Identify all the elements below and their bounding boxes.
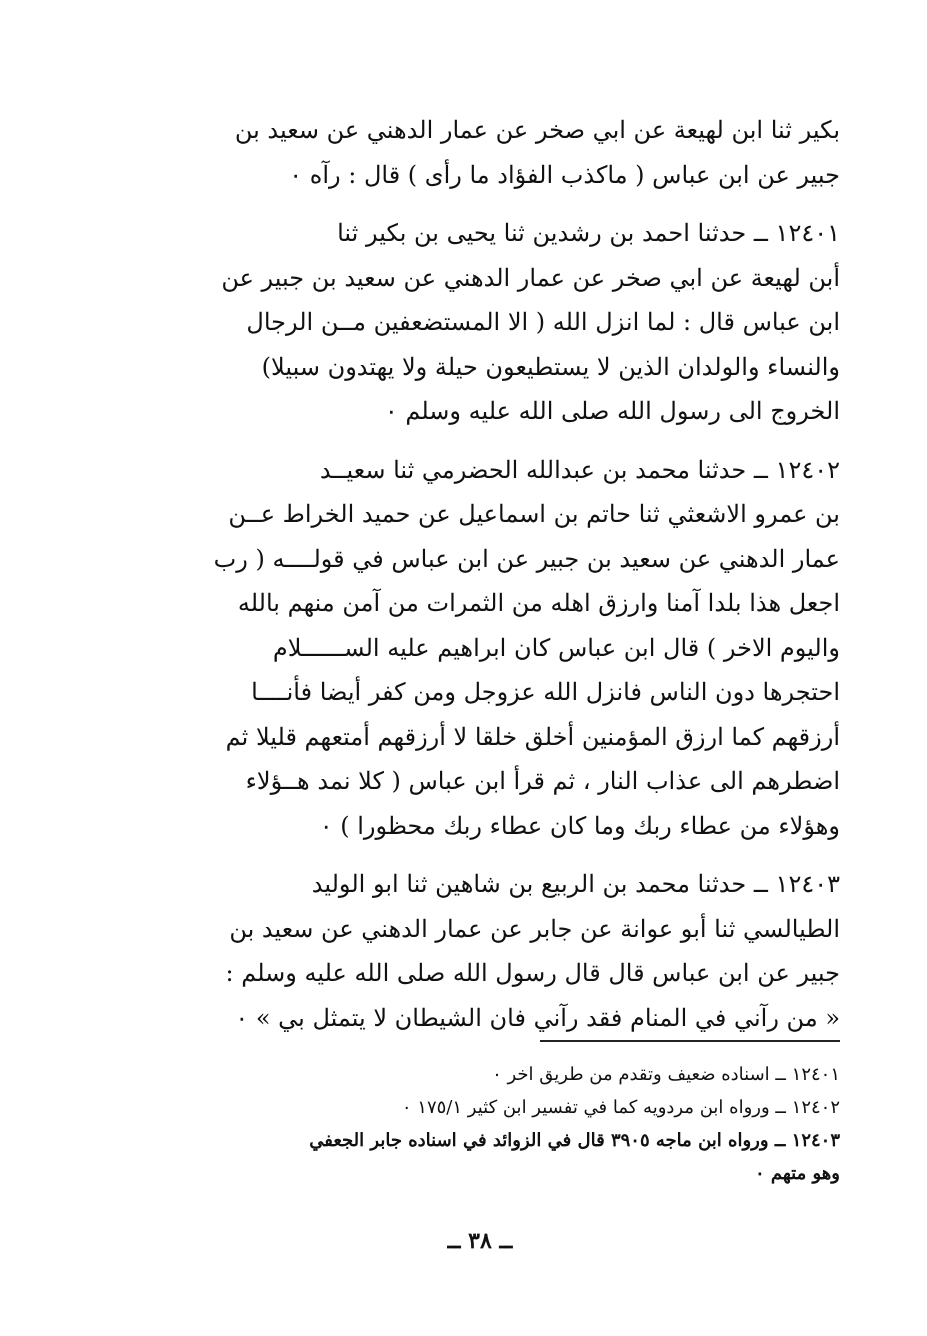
text-line: عمار الدهني عن سعيد بن جبير عن ابن عباس في قولــــه ( رب xyxy=(213,544,840,573)
text-line: بن عمرو الاشعثي ثنا حاتم بن اسماعيل عن حميد الخراط عــن xyxy=(228,500,840,528)
hadith-12401 xyxy=(120,211,840,434)
text-line: واليوم الاخر ) قال ابن عباس كان ابراهيم عليه الســــــلام xyxy=(272,633,840,662)
footnote-12403-continued: وهو متهم ٠ xyxy=(754,1163,840,1184)
text-line: بكير ثنا ابن لهيعة عن ابي صخر عن عمار الدهني عن سعيد بن xyxy=(234,116,840,144)
footnote-12401: ١٢٤٠١ ــ اسناده ضعيف وتقدم من طريق اخر ٠ xyxy=(492,1064,840,1085)
hadith-12402 xyxy=(120,448,840,849)
text-line: أرزقهم كما ارزق المؤمنين أخلق خلقا لا أرزقهم أمتعهم قليلا ثم xyxy=(225,722,840,751)
footnote-12403: ١٢٤٠٣ ــ ورواه ابن ماجه ٣٩٠٥ قال في الزوائد في اسناده جابر الجعفي xyxy=(309,1130,840,1151)
text-line: « من رآني في المنام فقد رآني فان الشيطان لا يتمثل بي » ٠ xyxy=(235,1003,840,1032)
footnote-divider xyxy=(540,1040,840,1042)
paragraph-continuation xyxy=(120,108,840,197)
text-line: أبن لهيعة عن ابي صخر عن عمار الدهني عن سعيد بن جبير عن xyxy=(221,263,840,292)
text-line: الطيالسي ثنا أبو عوانة عن جابر عن عمار الدهني عن سعيد بن xyxy=(229,914,840,943)
footnotes xyxy=(120,1058,840,1190)
text-line: ابن عباس قال : لما انزل الله ( الا المستضعفين مــن الرجال xyxy=(246,308,840,336)
text-line: جبير عن ابن عباس ( ماكذب الفؤاد ما رأى ) قال : رآه ٠ xyxy=(289,160,840,189)
hadith-12403 xyxy=(120,862,840,1040)
text-line: الخروج الى رسول الله صلى الله عليه وسلم ٠ xyxy=(384,397,840,425)
text-line: والنساء والولدان الذين لا يستطيعون حيلة ولا يهتدون سبيلا) xyxy=(261,352,840,381)
text-line: احتجرها دون الناس فانزل الله عزوجل ومن كفر أيضا فأنــــا xyxy=(251,678,840,706)
text-line: جبير عن ابن عباس قال قال رسول الله صلى الله عليه وسلم : xyxy=(225,959,840,987)
text-line: اضطرهم الى عذاب النار ، ثم قرأ ابن عباس ( كلا نمد هــؤلاء xyxy=(245,767,840,795)
text-line: ١٢٤٠١ ــ حدثنا احمد بن رشدين ثنا يحيى بن بكير ثنا xyxy=(337,219,840,247)
page-number: ــ ٣٨ ــ xyxy=(447,1228,513,1254)
text-line: ١٢٤٠٢ ــ حدثنا محمد بن عبدالله الحضرمي ثنا سعيــد xyxy=(319,455,840,484)
text-line: ١٢٤٠٣ ــ حدثنا محمد بن الربيع بن شاهين ثنا ابو الوليد xyxy=(311,870,840,898)
text-line: وهؤلاء من عطاء ربك وما كان عطاء ربك محظورا ) ٠ xyxy=(319,811,840,840)
footnote-12402: ١٢٤٠٢ ــ ورواه ابن مردويه كما في تفسير ابن كثير ١٧٥/١ ٠ xyxy=(401,1097,840,1118)
page-body xyxy=(120,108,840,1288)
text-line: اجعل هذا بلدا آمنا وارزق اهله من الثمرات من آمن منهم بالله xyxy=(237,589,840,617)
